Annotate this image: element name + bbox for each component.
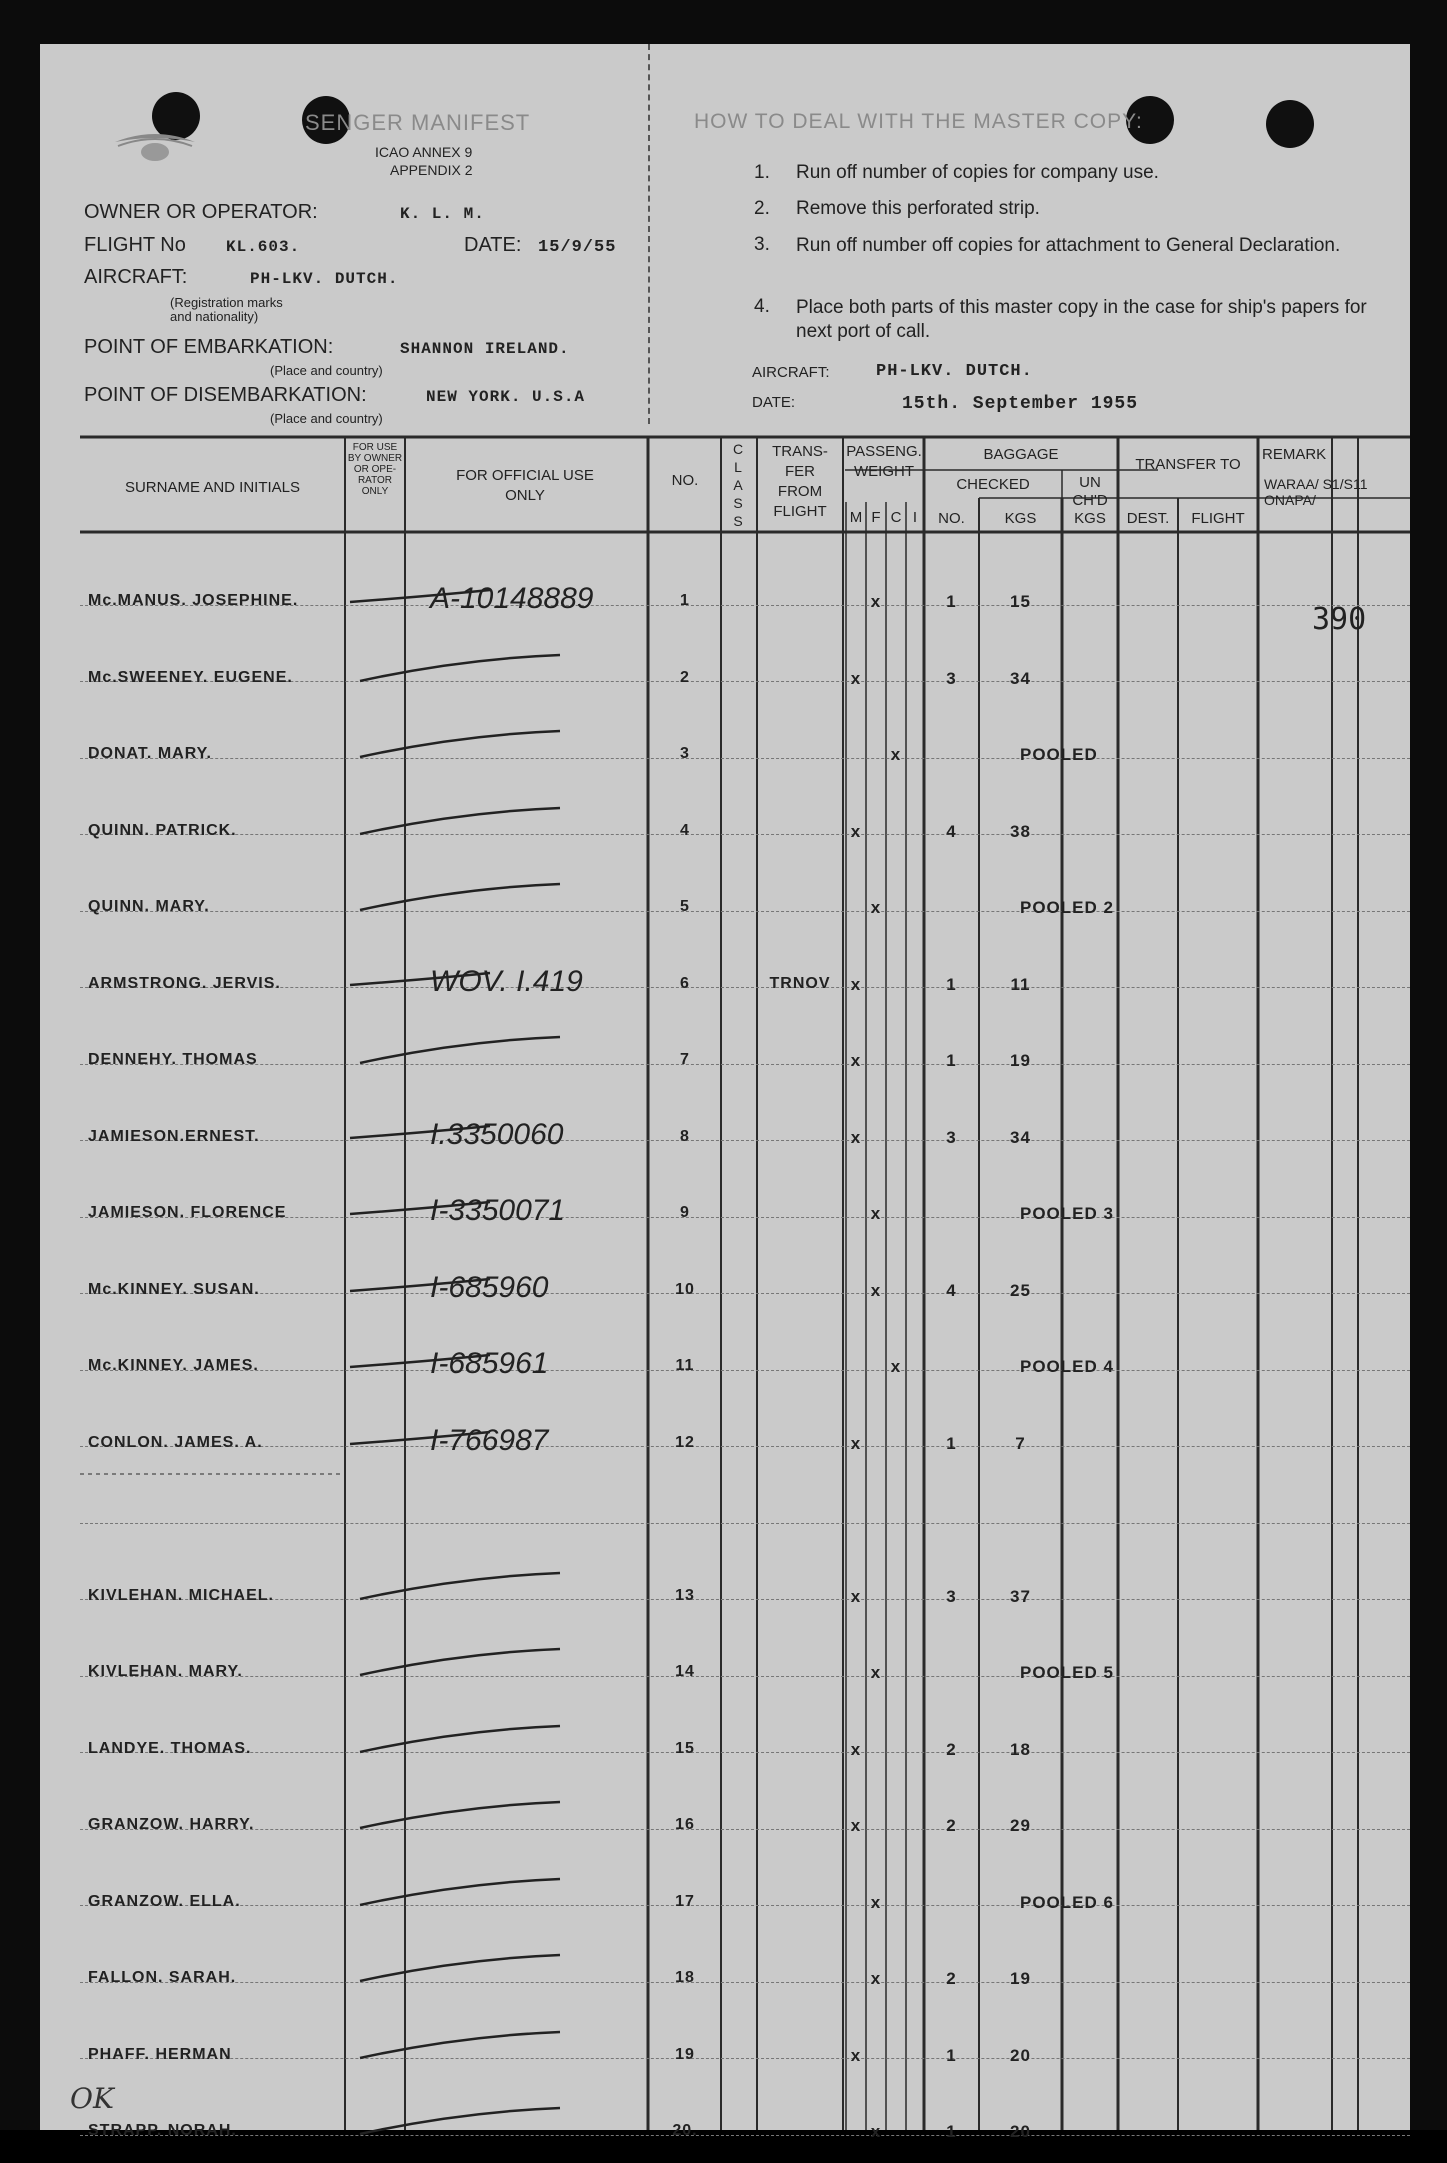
- table-row: [40, 1704, 1410, 1781]
- passenger-name: PHAFF. HERMAN: [88, 2045, 232, 2063]
- official-number: I-685961: [430, 1347, 549, 1380]
- embark-label: POINT OF EMBARKATION:: [84, 336, 334, 358]
- baggage-no: 3: [946, 1586, 957, 1606]
- table-row: [40, 2010, 1410, 2087]
- col-transfer-from: TRANS- FER FROM FLIGHT: [772, 443, 828, 520]
- weight-mark: x: [850, 1739, 862, 1759]
- baggage-kgs: 34: [1010, 1127, 1031, 1147]
- col-remarks: REMARK: [1262, 446, 1327, 463]
- passenger-name: CONLON. JAMES. A.: [88, 1433, 263, 1451]
- table-row: [40, 1857, 1410, 1934]
- pooled-note: POOLED 6: [1020, 1892, 1114, 1912]
- pen-stroke: [340, 1186, 590, 1226]
- baggage-kgs: 25: [1010, 1280, 1031, 1300]
- pen-stroke: [340, 1722, 590, 1762]
- pooled-note: POOLED 2: [1020, 898, 1114, 917]
- passenger-name: Mc.MANUS. JOSEPHINE.: [88, 592, 299, 609]
- table-row: [40, 1627, 1410, 1704]
- pooled-note: POOLED 3: [1020, 1204, 1114, 1223]
- baggage-kgs: 20: [1010, 2045, 1031, 2065]
- passenger-no: 4: [680, 821, 690, 839]
- official-number: I.3350060: [430, 1117, 564, 1151]
- form-title: SENGER MANIFEST: [305, 110, 531, 135]
- baggage-no: 3: [946, 1127, 957, 1147]
- passenger-no: 11: [675, 1357, 695, 1374]
- pen-stroke: [340, 1110, 590, 1150]
- baggage-no: 1: [946, 1433, 957, 1453]
- pen-stroke: [340, 1339, 590, 1379]
- pen-stroke: [340, 1875, 590, 1915]
- pen-stroke: [340, 957, 590, 997]
- col-weight-m: M: [849, 509, 863, 526]
- baggage-kgs: 29: [1010, 1816, 1031, 1835]
- owner-label: OWNER OR OPERATOR:: [84, 201, 318, 223]
- passenger-no: 15: [675, 1739, 695, 1757]
- pen-stroke: [340, 727, 590, 767]
- baggage-kgs: 15: [1010, 592, 1031, 611]
- pen-stroke: [340, 1033, 590, 1073]
- date-label: DATE:: [464, 234, 522, 256]
- official-number: A-10148889: [430, 582, 594, 615]
- passenger-name: STRAPP. NORAH.: [88, 2122, 237, 2139]
- owner-value: K. L. M.: [400, 205, 485, 223]
- col-bag-no: NO.: [938, 510, 965, 527]
- passenger-name: QUINN. PATRICK.: [88, 821, 237, 839]
- baggage-kgs: 37: [1010, 1586, 1031, 1606]
- passenger-name: Mc.KINNEY. SUSAN.: [88, 1280, 260, 1298]
- pooled-note: POOLED 5: [1020, 1663, 1114, 1682]
- passenger-no: 12: [675, 1433, 695, 1451]
- weight-mark: x: [890, 745, 902, 764]
- col-official-use: FOR OFFICIAL USE ONLY: [456, 467, 594, 504]
- weight-mark: x: [890, 1357, 902, 1376]
- instruction-text-3: Run off number off copies for attachment to General Declaration.: [796, 235, 1341, 256]
- pen-stroke: [340, 1645, 590, 1685]
- instruction-num-3: 3.: [754, 234, 770, 255]
- pen-stroke: [340, 1951, 590, 1991]
- copy-date-value: 15th. September 1955: [902, 394, 1139, 414]
- table-row: [40, 1015, 1410, 1092]
- passenger-name: Mc.KINNEY. JAMES.: [88, 1357, 259, 1374]
- table-row: [40, 633, 1410, 710]
- table-row: [40, 1092, 1410, 1169]
- baggage-kgs: 38: [1010, 821, 1031, 841]
- passenger-no: 1: [680, 592, 690, 609]
- pooled-note: POOLED 4: [1020, 1357, 1114, 1376]
- weight-mark: x: [870, 1204, 882, 1223]
- form-appendix: APPENDIX 2: [390, 162, 473, 178]
- passenger-no: 2: [680, 668, 690, 686]
- copy-date-label: DATE:: [752, 394, 796, 411]
- instruction-text-4: Place both parts of this master copy in the case for ship's papers for next port of call.: [796, 297, 1367, 342]
- table-row: [40, 1245, 1410, 1322]
- official-number: I-3350071: [430, 1194, 566, 1227]
- col-no: NO.: [671, 472, 699, 489]
- passenger-name: JAMIESON. FLORENCE: [88, 1204, 287, 1221]
- col-checked: CHECKED: [956, 476, 1030, 493]
- table-row: [40, 1780, 1410, 1857]
- baggage-kgs: 34: [1010, 668, 1031, 688]
- col-weight-c: C: [890, 509, 902, 526]
- weight-mark: x: [850, 1127, 862, 1147]
- table-row: [40, 1398, 1410, 1475]
- weight-mark: x: [850, 2045, 862, 2065]
- table-row: [40, 709, 1410, 786]
- col-kgs: KGS: [1004, 510, 1037, 527]
- instruction-num-1: 1.: [754, 162, 770, 183]
- col-passenger-weight: PASSENG. WEIGHT: [846, 443, 922, 480]
- aircraft-value: PH-LKV. DUTCH.: [250, 270, 399, 288]
- weight-mark: x: [870, 1280, 882, 1300]
- flight-value: KL.603.: [226, 238, 301, 256]
- baggage-no: 4: [946, 821, 957, 841]
- passenger-name: JAMIESON.ERNEST.: [88, 1127, 260, 1145]
- passenger-name: GRANZOW. HARRY.: [88, 1816, 255, 1833]
- weight-mark: x: [870, 2122, 882, 2141]
- baggage-no: 1: [946, 2122, 957, 2141]
- copy-aircraft-value: PH-LKV. DUTCH.: [876, 362, 1033, 381]
- weight-mark: x: [870, 1892, 882, 1912]
- baggage-no: 2: [946, 1816, 957, 1835]
- remark-390: 390: [1312, 602, 1367, 637]
- passenger-no: 13: [675, 1586, 695, 1604]
- weight-mark: x: [870, 592, 882, 611]
- col-flight: FLIGHT: [1191, 510, 1245, 527]
- table-row: [40, 556, 1410, 633]
- passenger-name: GRANZOW. ELLA.: [88, 1892, 241, 1910]
- col-remarks-sub: WARAA/ S1/S11 ONAPA/: [1264, 476, 1368, 508]
- embark-note: (Place and country): [270, 363, 383, 378]
- table-row: [40, 1551, 1410, 1628]
- col-baggage: BAGGAGE: [983, 446, 1059, 463]
- table-row: [40, 939, 1410, 1016]
- pen-stroke: [340, 1492, 590, 1532]
- baggage-no: 2: [946, 1739, 957, 1759]
- weight-mark: x: [850, 1816, 862, 1835]
- instructions-title: HOW TO DEAL WITH THE MASTER COPY:: [694, 110, 1143, 133]
- table-row: [40, 1474, 1410, 1551]
- weight-mark: x: [850, 1433, 862, 1453]
- table-row: [40, 786, 1410, 863]
- disembark-note: (Place and country): [270, 411, 383, 426]
- weight-mark: x: [850, 1051, 862, 1070]
- baggage-no: 1: [946, 1051, 957, 1070]
- col-surname: SURNAME AND INITIALS: [124, 479, 301, 496]
- table-row: [40, 1168, 1410, 1245]
- table-row: [40, 2086, 1410, 2163]
- col-class: CLASS: [732, 441, 744, 529]
- registration-note: (Registration marks and nationality): [170, 295, 283, 324]
- col-unchecked: UN CH'D KGS: [1072, 474, 1108, 527]
- col-transfer-to: TRANSFER TO: [1135, 456, 1241, 473]
- baggage-kgs: 18: [1010, 1739, 1031, 1759]
- passenger-no: 19: [675, 2045, 695, 2063]
- passenger-no: 6: [680, 974, 690, 992]
- copy-aircraft-label: AIRCRAFT:: [752, 364, 830, 381]
- col-dest: DEST.: [1126, 510, 1170, 527]
- weight-mark: x: [870, 898, 882, 917]
- passenger-name: KIVLEHAN. MICHAEL.: [88, 1586, 274, 1604]
- passenger-no: 8: [680, 1127, 690, 1145]
- weight-mark: x: [870, 1969, 882, 1988]
- baggage-no: 1: [946, 974, 957, 994]
- instruction-num-2: 2.: [754, 198, 770, 219]
- passenger-no: 18: [675, 1969, 695, 1986]
- instruction-text-2: Remove this perforated strip.: [796, 198, 1040, 219]
- official-number: I-766987: [430, 1423, 549, 1457]
- passenger-no: 10: [675, 1280, 695, 1298]
- table-row: [40, 862, 1410, 939]
- passenger-no: 3: [680, 745, 690, 762]
- baggage-kgs: 20: [1010, 2122, 1031, 2141]
- pen-stroke: [340, 1416, 590, 1456]
- embark-value: SHANNON IRELAND.: [400, 340, 570, 358]
- passenger-no: 9: [680, 1204, 690, 1221]
- weight-mark: x: [850, 1586, 862, 1606]
- instruction-text-1: Run off number of copies for company use.: [796, 162, 1159, 183]
- passenger-name: ARMSTRONG. JERVIS.: [88, 974, 281, 992]
- disembark-label: POINT OF DISEMBARKATION:: [84, 384, 367, 406]
- baggage-kgs: 19: [1010, 1969, 1031, 1988]
- aircraft-label: AIRCRAFT:: [84, 266, 188, 288]
- passenger-name: DENNEHY. THOMAS: [88, 1051, 258, 1068]
- weight-mark: x: [850, 974, 862, 994]
- baggage-kgs: 19: [1010, 1051, 1031, 1070]
- pen-stroke: [340, 2028, 590, 2068]
- col-weight-f: F: [871, 509, 881, 526]
- form-annex: ICAO ANNEX 9: [375, 144, 473, 160]
- weight-mark: x: [850, 821, 862, 841]
- passenger-no: 14: [675, 1663, 695, 1680]
- flight-label: FLIGHT No: [84, 234, 186, 256]
- pen-stroke: [340, 1569, 590, 1609]
- pen-stroke: [340, 1798, 590, 1838]
- passenger-name: KIVLEHAN. MARY.: [88, 1663, 243, 1680]
- passenger-no: 16: [675, 1816, 695, 1833]
- weight-mark: x: [850, 668, 862, 688]
- table-row: [40, 1933, 1410, 2010]
- date-value: 15/9/55: [538, 238, 617, 257]
- pen-stroke: [340, 1263, 590, 1303]
- passenger-no: 20.: [672, 2122, 698, 2139]
- margin-note: OK: [70, 2082, 114, 2115]
- col-weight-i: I: [912, 509, 918, 526]
- row-rule: [80, 1523, 1410, 1524]
- manifest-sheet: [40, 44, 1410, 2141]
- baggage-no: 4: [946, 1280, 957, 1300]
- table-row: [40, 1321, 1410, 1398]
- col-owner-use: FOR USE BY OWNER OR OPE- RATOR ONLY: [347, 442, 403, 497]
- passenger-name: QUINN. MARY.: [88, 898, 210, 915]
- passenger-name: LANDYE. THOMAS.: [88, 1739, 252, 1757]
- baggage-no: 2: [946, 1969, 957, 1988]
- pen-stroke: [340, 574, 590, 614]
- baggage-no: 1: [946, 2045, 957, 2065]
- baggage-kgs: 11: [1010, 974, 1031, 994]
- passenger-name: DONAT. MARY.: [88, 745, 212, 762]
- transfer-from: TRNOV: [769, 974, 831, 992]
- baggage-no: 1: [946, 592, 957, 611]
- official-number: WOV. I.419: [430, 964, 583, 998]
- pen-stroke: [340, 804, 590, 844]
- baggage-kgs: 7: [1015, 1433, 1026, 1453]
- passenger-name: FALLON. SARAH.: [88, 1969, 237, 1986]
- passenger-no: 5: [680, 898, 690, 915]
- weight-mark: x: [870, 1663, 882, 1682]
- pen-stroke: [340, 651, 590, 691]
- pooled-note: POOLED: [1020, 745, 1098, 764]
- instruction-num-4: 4.: [754, 296, 770, 317]
- pen-stroke: [340, 880, 590, 920]
- disembark-value: NEW YORK. U.S.A: [426, 388, 586, 406]
- passenger-name: Mc.SWEENEY. EUGENE.: [88, 668, 293, 686]
- passenger-no: 7: [680, 1051, 690, 1068]
- baggage-no: 3: [946, 668, 957, 688]
- pen-stroke: [340, 2104, 590, 2144]
- official-number: I-685960: [430, 1270, 549, 1304]
- passenger-no: 17: [675, 1892, 695, 1910]
